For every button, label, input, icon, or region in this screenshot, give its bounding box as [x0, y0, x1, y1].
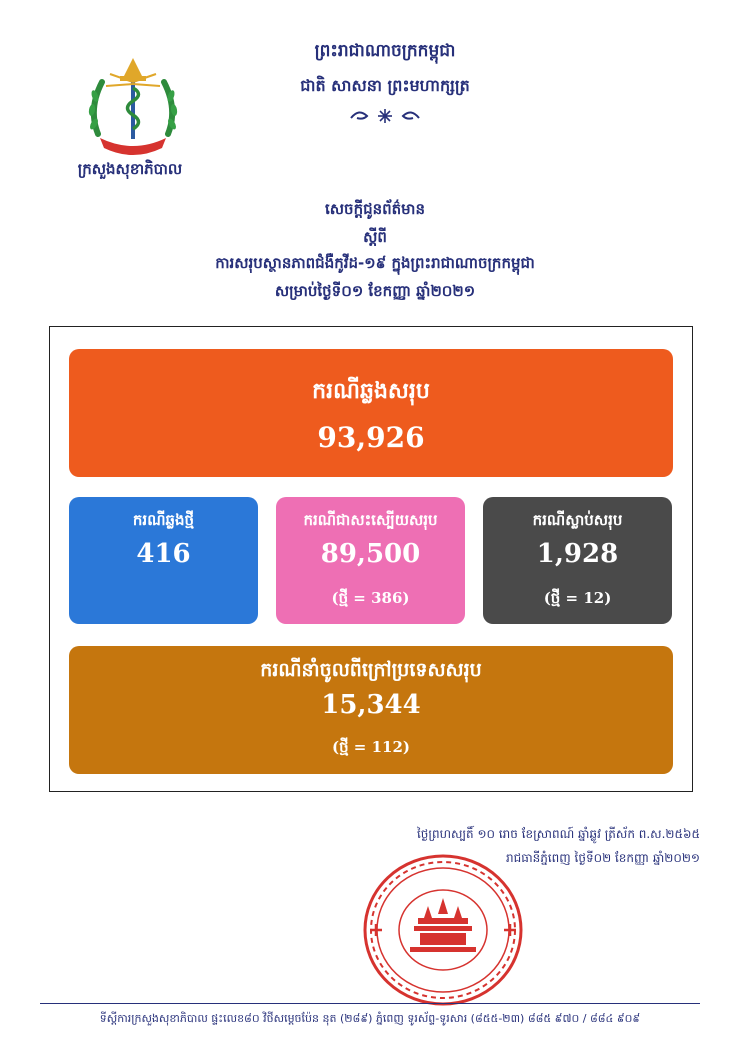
deaths-value: 1,928	[536, 539, 619, 569]
imported-cases-card	[69, 646, 673, 774]
new-cases-card	[69, 497, 258, 624]
new-cases-label: ករណីឆ្លងថ្មី	[132, 511, 195, 529]
footer-address: ទីស្តីការក្រសួងសុខាភិបាល ផ្ទះលេខ៨០ វិថីសម្តេចប៉ែន នុត (២៨៩) ភ្នំពេញ ទូរស័ព្ទ-ទូរសារ (៨៥៥-២៣) ៨៨៥ ៩៧០ / ៨៨៤ ៩០៩	[99, 1012, 641, 1025]
ministry-name: ក្រសួងសុខាភិបាល	[77, 160, 183, 178]
recovered-value: 89,500	[320, 539, 421, 569]
deaths-new: (ថ្មី = 12)	[543, 589, 612, 607]
lunar-date: ថ្ងៃព្រហស្បតិ៍ ១០ រោច ខែស្រាពណ៍ ឆ្នាំឆ្លូវ ត្រីស័ក ព.ស.២៥៦៥	[417, 827, 700, 841]
title-line-3: ការសរុបស្ថានភាពជំងឺកូវីដ-១៩ ក្នុងព្រះរាជាណាចក្រកម្ពុជា	[215, 254, 535, 272]
recovered-new: (ថ្មី = 386)	[331, 589, 410, 607]
recovered-card	[276, 497, 465, 624]
ornament-icon	[345, 106, 425, 126]
title-line-4: សម្រាប់ថ្ងៃទី០១ ខែកញ្ញា ឆ្នាំ២០២១	[274, 282, 476, 300]
deaths-card	[483, 497, 672, 624]
imported-cases-label: ករណីនាំចូលពីក្រៅប្រទេសសរុប	[260, 659, 482, 681]
total-cases-value: 93,926	[317, 421, 425, 454]
new-cases-value: 416	[136, 539, 191, 569]
national-motto: ជាតិ សាសនា ព្រះមហាក្សត្រ	[300, 76, 470, 95]
deaths-label: ករណីស្លាប់សរុប	[532, 511, 623, 529]
title-line-2: ស្តីពី	[363, 228, 387, 246]
imported-cases-new: (ថ្មី = 112)	[331, 738, 411, 756]
recovered-label: ករណីជាសះស្បើយសរុប	[303, 511, 438, 529]
imported-cases-value: 15,344	[321, 690, 421, 720]
total-cases-label: ករណីឆ្លងសរុប	[312, 379, 430, 404]
total-cases-card	[69, 349, 673, 477]
footer-divider	[40, 1003, 700, 1004]
solar-date: រាជធានីភ្នំពេញ ថ្ងៃទី០២ ខែកញ្ញា ឆ្នាំ២០២១	[505, 851, 700, 865]
ministry-emblem-icon	[78, 54, 188, 164]
kingdom-name: ព្រះរាជាណាចក្រកម្ពុជា	[314, 41, 456, 61]
title-line-1: សេចក្តីជូនព័ត៌មាន	[325, 200, 425, 218]
official-seal-icon	[358, 848, 528, 1010]
